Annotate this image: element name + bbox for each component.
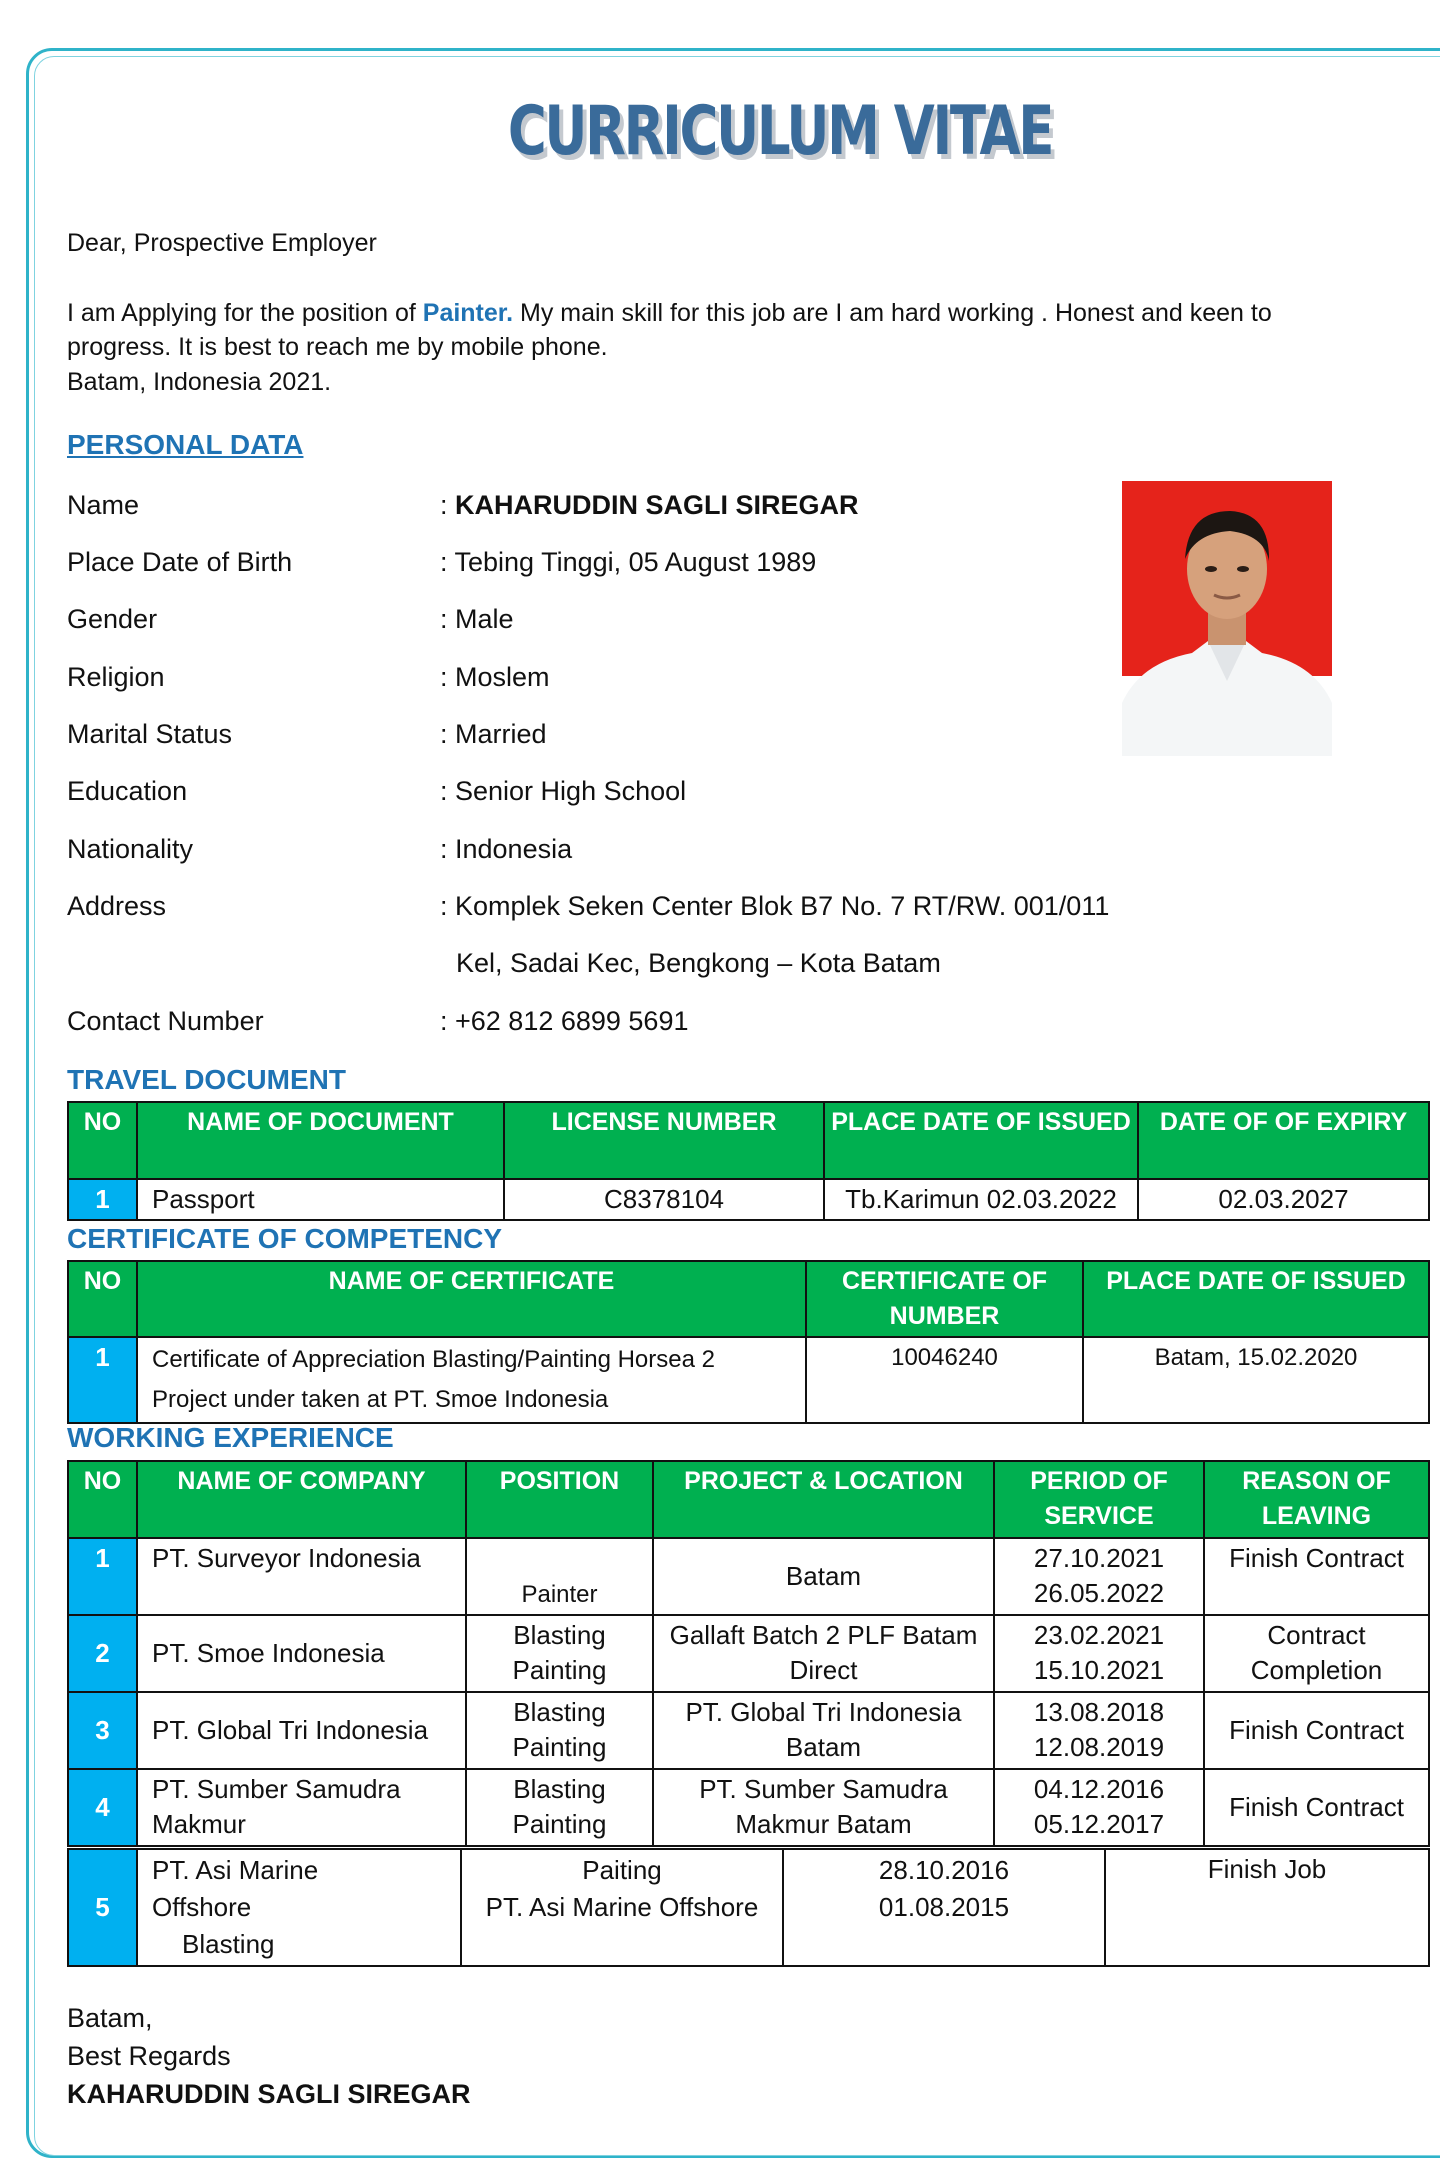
travel-col-issued: PLACE DATE OF ISSUED xyxy=(824,1102,1138,1179)
table-row xyxy=(68,1337,1429,1423)
period-of-service xyxy=(994,1769,1204,1846)
project-location: PT. Global Tri Indonesia Batam xyxy=(653,1692,994,1769)
reason-of-leaving: Finish Contract xyxy=(1204,1692,1429,1769)
table-row xyxy=(68,1849,1429,1966)
table-row xyxy=(68,1615,1429,1692)
field-label-name: Name xyxy=(67,490,140,520)
applicant-name: KAHARUDDIN SAGLI SIREGAR xyxy=(455,490,859,520)
project-location: Gallaft Batch 2 PLF Batam Direct xyxy=(653,1615,994,1692)
field-value-marital: : Married xyxy=(440,719,547,749)
reason-of-leaving: Finish Job xyxy=(1105,1849,1429,1966)
project-location: PT. Sumber Samudra Makmur Batam xyxy=(653,1769,994,1846)
company-name-line-3: Blasting xyxy=(182,1929,275,1959)
intro-line-2: progress. It is best to reach me by mobile phone. xyxy=(67,333,608,361)
position-line-2: PT. Asi Marine Offshore xyxy=(485,1892,759,1922)
intro-line-1 xyxy=(67,296,1272,330)
license-number: C8378104 xyxy=(504,1179,824,1220)
position: Painter xyxy=(466,1538,653,1615)
period-end: 26.05.2022 xyxy=(1033,1578,1165,1608)
period-end: 01.08.2015 xyxy=(878,1892,1010,1922)
exp-col-period: PERIOD OF SERVICE xyxy=(994,1461,1204,1538)
company-name: PT. Global Tri Indonesia xyxy=(137,1692,466,1769)
reason-of-leaving: Finish Contract xyxy=(1204,1538,1429,1615)
document-title: CURRICULUM VITAE xyxy=(507,92,1053,171)
field-value-education: : Senior High School xyxy=(440,776,687,806)
project-location: Batam xyxy=(653,1538,994,1615)
company-name: PT. Smoe Indonesia xyxy=(137,1615,466,1692)
experience-table-last-row xyxy=(67,1848,1430,1967)
table-row xyxy=(68,1179,1429,1220)
period-start: 23.02.2021 xyxy=(1033,1620,1165,1650)
travel-col-license: LICENSE NUMBER xyxy=(504,1102,824,1179)
field-label-religion: Religion xyxy=(67,662,165,692)
period-of-service xyxy=(994,1692,1204,1769)
period-start: 04.12.2016 xyxy=(1033,1774,1165,1804)
row-number: 2 xyxy=(68,1615,137,1692)
field-value-name: : KAHARUDDIN SAGLI SIREGAR xyxy=(440,490,859,520)
row-number: 4 xyxy=(68,1769,137,1846)
period-end: 12.08.2019 xyxy=(1033,1732,1165,1762)
field-label-gender: Gender xyxy=(67,604,158,634)
company-name: PT. Surveyor Indonesia xyxy=(137,1538,466,1615)
document-name: Passport xyxy=(137,1179,504,1220)
reason-of-leaving: Contract Completion xyxy=(1204,1615,1429,1692)
closing-regards: Best Regards xyxy=(67,2041,231,2071)
cert-col-no: NO xyxy=(68,1261,137,1337)
period-start: 13.08.2018 xyxy=(1033,1697,1165,1727)
experience-table xyxy=(67,1460,1430,1847)
period-of-service xyxy=(994,1538,1204,1615)
table-row xyxy=(68,1538,1429,1615)
profile-photo xyxy=(1122,481,1332,756)
travel-document-heading: TRAVEL DOCUMENT xyxy=(67,1064,346,1095)
working-experience-heading: WORKING EXPERIENCE xyxy=(67,1422,394,1453)
travel-header-row xyxy=(68,1102,1429,1179)
travel-document-table xyxy=(67,1101,1430,1221)
row-number: 1 xyxy=(68,1337,137,1423)
intro-before: I am Applying for the position of xyxy=(67,299,423,327)
company-name-line-2: Offshore xyxy=(152,1892,252,1922)
table-row xyxy=(68,1692,1429,1769)
period-of-service xyxy=(783,1849,1105,1966)
field-value-religion: : Moslem xyxy=(440,662,550,692)
salutation: Dear, Prospective Employer xyxy=(67,229,377,257)
period-start: 27.10.2021 xyxy=(1033,1543,1165,1573)
field-label-nationality: Nationality xyxy=(67,834,194,864)
position-line-1: Paiting xyxy=(582,1855,662,1885)
row-number: 3 xyxy=(68,1692,137,1769)
field-value-nationality: : Indonesia xyxy=(440,834,573,864)
position: Blasting Painting xyxy=(466,1615,653,1692)
row-number: 5 xyxy=(68,1849,137,1966)
place-year: Batam, Indonesia 2021. xyxy=(67,368,332,396)
person-silhouette-icon xyxy=(1122,481,1332,756)
exp-col-position: POSITION xyxy=(466,1461,653,1538)
company-name: PT. Sumber Samudra Makmur xyxy=(137,1769,466,1846)
certificate-header-row xyxy=(68,1261,1429,1337)
period-of-service xyxy=(994,1615,1204,1692)
certificate-name-line-1: Certificate of Appreciation Blasting/Painting Horsea 2 xyxy=(152,1346,715,1373)
cert-col-name: NAME OF CERTIFICATE xyxy=(137,1261,806,1337)
document-expiry: 02.03.2027 xyxy=(1138,1179,1429,1220)
table-row xyxy=(68,1769,1429,1846)
company-name xyxy=(137,1849,461,1966)
cert-col-number: CERTIFICATE OF NUMBER xyxy=(806,1261,1083,1337)
reason-of-leaving: Finish Contract xyxy=(1204,1769,1429,1846)
experience-header-row xyxy=(68,1461,1429,1538)
certificate-name-line-2: Project under taken at PT. Smoe Indonesia xyxy=(152,1386,609,1413)
field-label-contact: Contact Number xyxy=(67,1006,264,1036)
intro-after: My main skill for this job are I am hard working . Honest and keen to xyxy=(513,299,1272,327)
closing-name: KAHARUDDIN SAGLI SIREGAR xyxy=(67,2079,471,2109)
position-applied: Painter. xyxy=(422,299,514,327)
cert-col-issued: PLACE DATE OF ISSUED xyxy=(1083,1261,1429,1337)
field-value-address: : Komplek Seken Center Blok B7 No. 7 RT/RW. 001/011 xyxy=(440,891,1110,921)
exp-col-no: NO xyxy=(68,1461,137,1538)
certificate-table xyxy=(67,1260,1430,1424)
exp-col-reason: REASON OF LEAVING xyxy=(1204,1461,1429,1538)
position: Blasting Painting xyxy=(466,1769,653,1846)
period-start: 28.10.2016 xyxy=(878,1855,1010,1885)
period-end: 05.12.2017 xyxy=(1033,1809,1165,1839)
personal-data-heading: PERSONAL DATA xyxy=(67,429,304,460)
exp-col-company: NAME OF COMPANY xyxy=(137,1461,466,1538)
certificate-name xyxy=(137,1337,806,1423)
document-issued: Tb.Karimun 02.03.2022 xyxy=(824,1179,1138,1220)
certificate-heading: CERTIFICATE OF COMPETENCY xyxy=(67,1223,503,1254)
exp-col-project: PROJECT & LOCATION xyxy=(653,1461,994,1538)
field-value-gender: : Male xyxy=(440,604,514,634)
field-value-address-line-2: Kel, Sadai Kec, Bengkong – Kota Batam xyxy=(456,948,941,978)
travel-col-expiry: DATE OF OF EXPIRY xyxy=(1138,1102,1429,1179)
position: Blasting Painting xyxy=(466,1692,653,1769)
field-label-birth: Place Date of Birth xyxy=(67,547,293,577)
closing-place: Batam, xyxy=(67,2003,153,2033)
field-label-education: Education xyxy=(67,776,188,806)
row-number: 1 xyxy=(68,1538,137,1615)
row-number: 1 xyxy=(68,1179,137,1220)
period-end: 15.10.2021 xyxy=(1033,1655,1165,1685)
field-value-contact: : +62 812 6899 5691 xyxy=(440,1006,689,1036)
travel-col-name: NAME OF DOCUMENT xyxy=(137,1102,504,1179)
certificate-number: 10046240 xyxy=(806,1337,1083,1423)
field-value-birth: : Tebing Tinggi, 05 August 1989 xyxy=(440,547,817,577)
field-label-address: Address xyxy=(67,891,167,921)
certificate-issued: Batam, 15.02.2020 xyxy=(1083,1337,1429,1423)
travel-col-no: NO xyxy=(68,1102,137,1179)
company-name-line-1: PT. Asi Marine xyxy=(152,1855,319,1885)
position xyxy=(461,1849,783,1966)
field-label-marital: Marital Status xyxy=(67,719,233,749)
